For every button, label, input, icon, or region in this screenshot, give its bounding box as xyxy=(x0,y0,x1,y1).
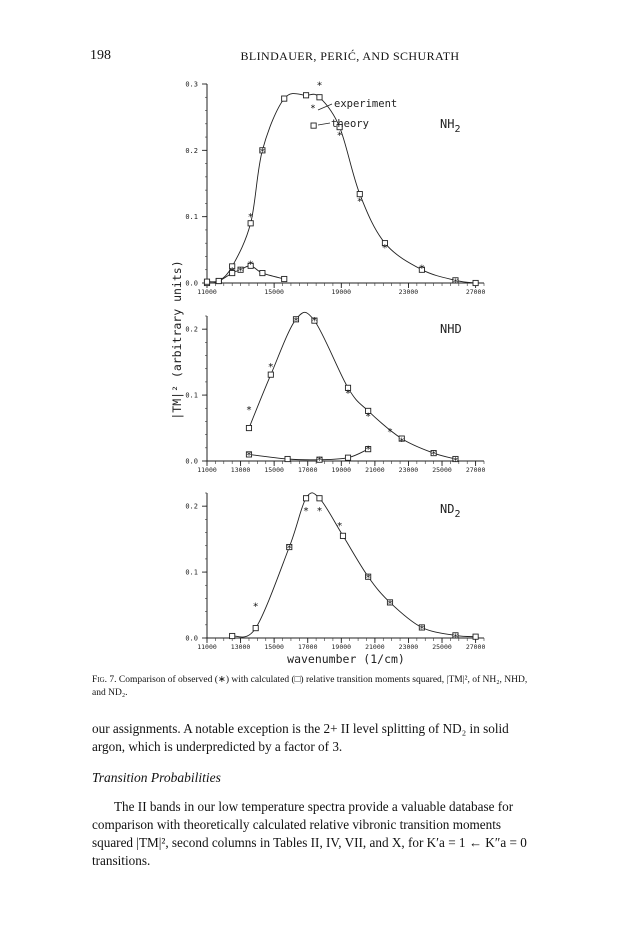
experiment-point: * xyxy=(356,196,363,208)
theory-point xyxy=(303,496,308,501)
legend-theory: theory xyxy=(331,118,369,130)
experiment-point: * xyxy=(430,449,437,461)
experiment-point: * xyxy=(365,573,372,585)
theory-point xyxy=(282,276,287,281)
x-tick-label: 17000 xyxy=(297,643,318,651)
experiment-point: * xyxy=(345,388,352,400)
experiment-point: * xyxy=(245,450,252,462)
theory-point xyxy=(204,279,209,284)
x-tick-label: 25000 xyxy=(432,466,452,474)
experiment-point: * xyxy=(237,266,244,278)
experiment-point: * xyxy=(452,632,459,644)
legend-experiment: experiment xyxy=(334,98,398,110)
experiment-point: * xyxy=(452,277,459,289)
panel-nhd xyxy=(185,312,485,474)
caption-text: Comparison of observed (∗) with calculated (□) relative transition moments squared, |TM|², of NH₂, NHD, and ND₂. xyxy=(92,675,528,698)
theory-point xyxy=(340,533,345,538)
experiment-point: * xyxy=(267,361,274,373)
caption-label: Fig. 7. xyxy=(92,675,117,685)
x-tick-label: 21000 xyxy=(365,466,385,474)
running-head: BLINDAUER, PERIĆ, AND SCHURATH xyxy=(240,49,460,63)
x-tick-label: 27000 xyxy=(465,288,486,296)
panel-nh2 xyxy=(185,81,485,297)
x-tick-label: 11000 xyxy=(197,643,217,651)
x-tick-label: 19000 xyxy=(331,466,352,474)
y-tick-label: 0.0 xyxy=(185,279,198,288)
panel-nd2 xyxy=(185,493,485,651)
figure-caption xyxy=(92,674,528,700)
experiment-point: * xyxy=(247,259,254,271)
legend-star-icon: * xyxy=(310,104,316,114)
theory-point xyxy=(303,93,308,98)
experiment-point: * xyxy=(381,243,388,255)
theory-point xyxy=(282,96,287,101)
y-tick-label: 0.2 xyxy=(185,146,198,155)
experiment-point: * xyxy=(336,130,343,142)
experiment-point: * xyxy=(286,543,293,555)
panel-label: $ND_2$ xyxy=(440,502,461,520)
x-tick-label: 23000 xyxy=(398,466,419,474)
x-tick-label: 27000 xyxy=(465,466,486,474)
y-tick-label: 0.0 xyxy=(185,634,198,643)
theory-point xyxy=(253,626,258,631)
x-tick-label: 11000 xyxy=(197,288,217,296)
theory-point xyxy=(260,270,265,275)
legend-leader xyxy=(318,123,330,125)
theory-curve xyxy=(249,312,456,459)
experiment-point: * xyxy=(252,601,259,613)
x-tick-label: 17000 xyxy=(297,466,318,474)
y-tick-label: 0.1 xyxy=(185,391,198,400)
experiment-point: * xyxy=(452,456,459,468)
theory-point xyxy=(246,425,251,430)
experiment-point: * xyxy=(316,455,323,467)
theory-point xyxy=(230,633,235,638)
y-tick-label: 0.1 xyxy=(185,213,198,222)
page-number: 198 xyxy=(90,48,111,63)
y-tick-label: 0.1 xyxy=(185,568,198,577)
theory-point xyxy=(216,278,221,283)
experiment-point: * xyxy=(386,598,394,610)
y-tick-label: 0.2 xyxy=(185,502,198,511)
x-tick-label: 27000 xyxy=(465,643,486,651)
experiment-point: * xyxy=(247,211,254,223)
panel-label: $NH_2$ xyxy=(440,117,461,135)
theory-point xyxy=(285,456,290,461)
theory-point xyxy=(317,496,322,501)
y-tick-label: 0.2 xyxy=(185,325,198,334)
y-axis-label: |TM|² (arbitrary units) xyxy=(170,260,184,420)
theory-point xyxy=(473,280,478,285)
x-tick-label: 25000 xyxy=(432,643,452,651)
experiment-point: * xyxy=(316,505,323,517)
experiment-point: * xyxy=(418,263,425,275)
experiment-point: * xyxy=(365,411,372,423)
paragraph-1: our assignments. A notable exception is the 2+ II level splitting of ND₂ in solid argon, which is underpredicted by a factor of 3. xyxy=(92,721,509,754)
x-tick-label: 15000 xyxy=(264,643,284,651)
experiment-point: * xyxy=(316,80,323,92)
experiment-point: * xyxy=(386,427,394,439)
x-tick-label: 23000 xyxy=(398,643,419,651)
x-tick-label: 23000 xyxy=(398,288,419,296)
x-tick-label: 13000 xyxy=(230,643,251,651)
experiment-point: * xyxy=(292,315,299,327)
experiment-point: * xyxy=(398,436,405,448)
section-heading: Transition Probabilities xyxy=(92,770,221,785)
experiment-point: * xyxy=(336,521,343,533)
legend-square-icon xyxy=(311,123,316,128)
theory-point xyxy=(473,634,478,639)
legend xyxy=(310,98,397,130)
experiment-point: * xyxy=(365,444,372,456)
y-tick-label: 0.0 xyxy=(185,457,198,466)
paragraph-2: The II bands in our low temperature spectra provide a valuable database for comparison with theoretically calculated relative vibronic transition moments squared |TM|², second columns in Tables II, IV, VII, and X, for K′a = 1 ← K″a = 0 transitions. xyxy=(92,799,527,868)
x-tick-label: 11000 xyxy=(197,466,217,474)
experiment-point: * xyxy=(418,623,425,635)
x-tick-label: 21000 xyxy=(365,643,385,651)
experiment-point: * xyxy=(245,404,252,416)
experiment-point: * xyxy=(259,146,266,158)
experiment-point: * xyxy=(311,315,318,327)
panel-label: NHD xyxy=(440,322,462,336)
theory-point xyxy=(230,270,235,275)
y-tick-label: 0.3 xyxy=(185,80,198,89)
theory-point xyxy=(317,95,322,100)
theory-point xyxy=(345,455,350,460)
x-axis-label: wavenumber (1/cm) xyxy=(287,652,405,666)
x-tick-label: 15000 xyxy=(264,288,284,296)
x-tick-label: 15000 xyxy=(264,466,284,474)
experiment-point: * xyxy=(303,505,310,517)
x-tick-label: 19000 xyxy=(331,643,352,651)
x-tick-label: 19000 xyxy=(331,288,352,296)
x-tick-label: 13000 xyxy=(230,466,251,474)
